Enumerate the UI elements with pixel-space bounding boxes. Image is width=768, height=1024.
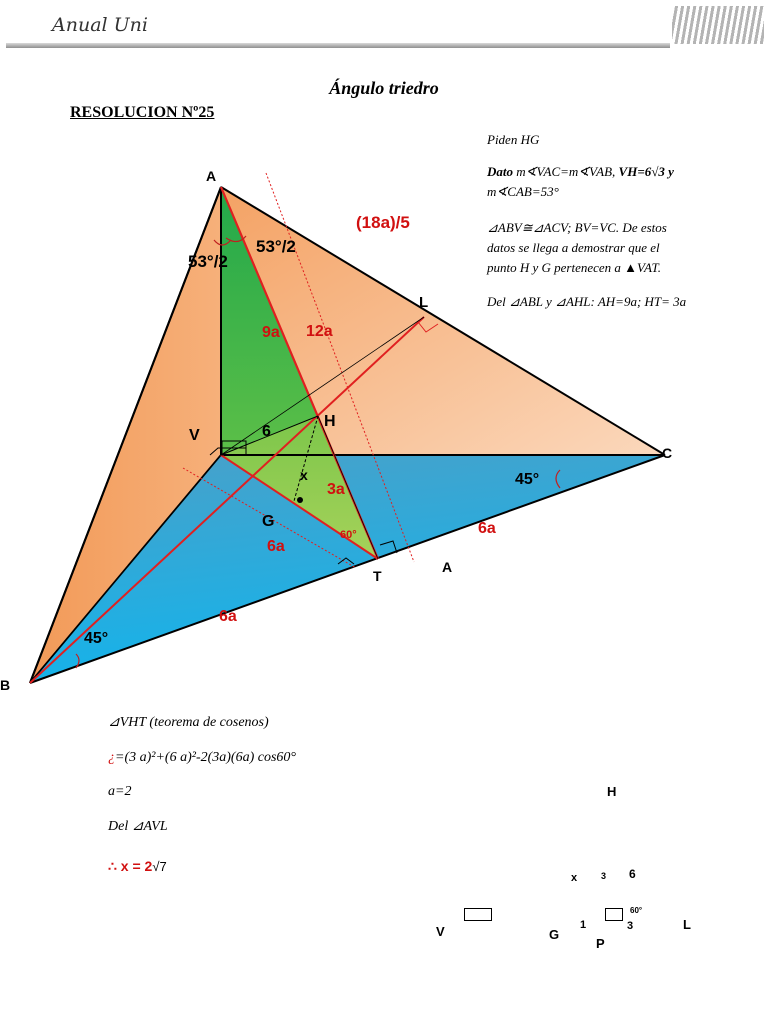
mini-box-1 <box>464 908 492 921</box>
label-6a-bt: 6a <box>219 608 237 625</box>
mini-label-3b: 3 <box>627 920 634 932</box>
label-l: L <box>419 294 429 311</box>
section-heading: RESOLUCION Nº25 <box>70 104 215 121</box>
note-dato-rest: m∢VAC=m∢VAB, <box>513 164 616 179</box>
answer-value: x = 2 <box>116 858 153 874</box>
solution-line-2-text: =(3 a)²+(6 a)²-2(3a)(6a) cos60° <box>115 750 297 765</box>
solution-line-2 <box>108 750 296 766</box>
note-congruence-3: punto H y G pertenecen a ▲VAT. <box>487 260 661 275</box>
mini-label-1: 1 <box>580 919 587 931</box>
label-60: 60° <box>340 529 357 541</box>
answer-therefore-symbol: ∴ <box>108 858 117 874</box>
label-a: A <box>206 168 217 184</box>
point-g <box>297 497 303 503</box>
label-x: x <box>300 467 308 483</box>
label-angle-53-right: 53°/2 <box>256 237 296 256</box>
mini-label-p: P <box>596 936 605 951</box>
note-congruence-2: datos se llega a demostrar que el <box>487 240 660 255</box>
label-3a: 3a <box>327 481 345 498</box>
solution-line-2-prefix: ¿ <box>108 750 115 765</box>
note-dato-label: Dato <box>487 164 513 179</box>
label-12a: 12a <box>306 323 333 340</box>
note-dato-vh: VH=6√3 y <box>615 164 674 179</box>
header-stripes-logo <box>672 6 764 44</box>
answer-root: √7 <box>152 859 167 874</box>
solution-answer <box>108 858 167 875</box>
label-6a-tc: 6a <box>478 520 496 537</box>
label-18a-5: (18a)/5 <box>356 213 410 232</box>
label-6a-gt: 6a <box>267 538 285 555</box>
header-rule <box>6 43 670 48</box>
note-piden: Piden HG <box>487 132 540 147</box>
mini-label-6: 6 <box>629 867 636 881</box>
label-6: 6 <box>262 423 271 440</box>
solution-line-1: ⊿VHT (teorema de cosenos) <box>108 715 269 730</box>
label-a-secondary: A <box>442 559 453 575</box>
header-title: Anual Uni <box>52 14 148 36</box>
label-9a: 9a <box>262 324 280 341</box>
note-dato-line2: m∢CAB=53° <box>487 184 559 199</box>
label-c: C <box>662 445 673 461</box>
solution-line-4: Del ⊿AVL <box>108 819 168 834</box>
label-t: T <box>373 568 382 584</box>
label-h: H <box>324 413 336 430</box>
mini-label-60: 60° <box>630 906 643 915</box>
note-congruence-1: ⊿ABV≅⊿ACV; BV=VC. De estos <box>487 220 667 235</box>
label-45-c: 45° <box>515 471 540 488</box>
mini-label-x: x <box>571 872 578 884</box>
mini-label-h: H <box>607 784 617 799</box>
triedro-figure <box>0 150 768 710</box>
mini-label-3a: 3 <box>601 871 607 881</box>
mini-box-2 <box>605 908 623 921</box>
doc-title: Ángulo triedro <box>329 78 439 98</box>
mini-label-g: G <box>549 927 560 942</box>
label-angle-53-left: 53°/2 <box>188 252 228 271</box>
label-v: V <box>189 427 200 444</box>
label-g: G <box>262 513 275 530</box>
mini-label-l: L <box>683 917 691 932</box>
note-del-abl: Del ⊿ABL y ⊿AHL: AH=9a; HT= 3a <box>487 294 687 309</box>
mini-label-v: V <box>436 924 445 939</box>
label-45-b: 45° <box>84 630 109 647</box>
solution-line-3: a=2 <box>108 784 132 799</box>
label-b: B <box>0 677 11 693</box>
